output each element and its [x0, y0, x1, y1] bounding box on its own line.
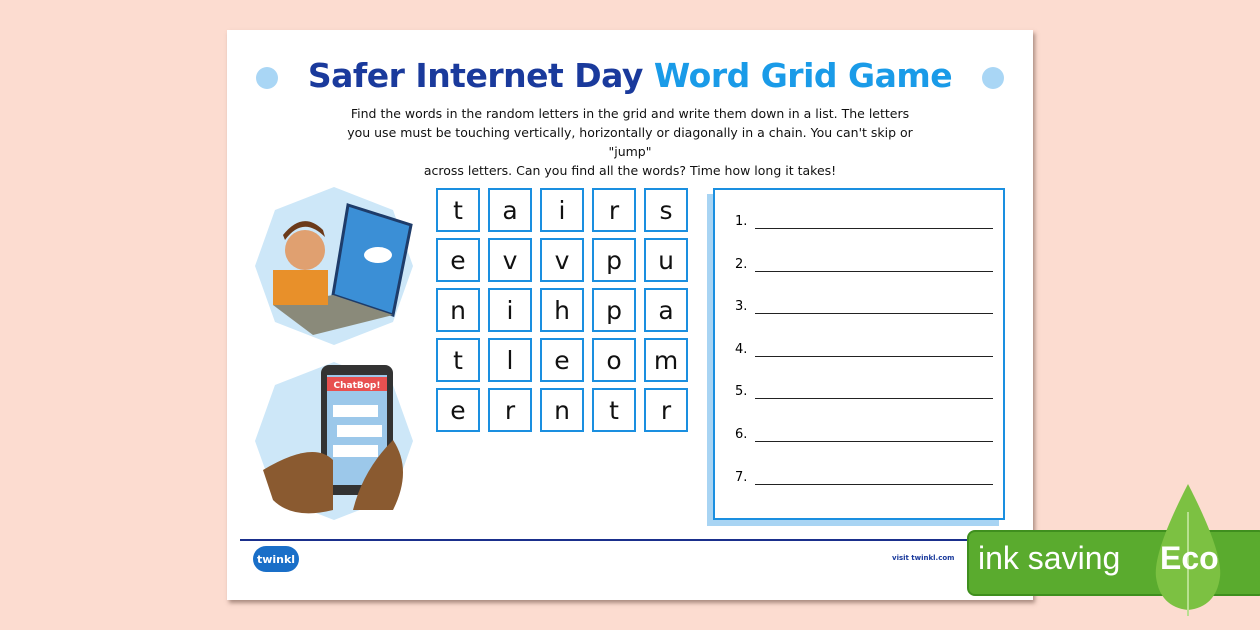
answer-blank[interactable]	[755, 346, 993, 357]
grid-cell: t	[592, 388, 636, 432]
chat-app-label: ChatBop!	[333, 381, 381, 391]
grid-cell: e	[436, 388, 480, 432]
grid-cell: t	[436, 338, 480, 382]
answer-number: 6.	[735, 427, 748, 442]
answer-blank[interactable]	[755, 474, 993, 485]
answer-number: 2.	[735, 256, 748, 272]
grid-cell: p	[592, 288, 636, 332]
answer-blank[interactable]	[755, 388, 993, 399]
grid-cell: r	[644, 388, 688, 432]
title-part2: Word Grid Game	[653, 56, 953, 95]
grid-cell: a	[488, 188, 532, 232]
instructions	[340, 104, 920, 180]
answer-blank[interactable]	[755, 431, 993, 442]
instruction-line: Find the words in the random letters in the grid and write them down in a list. The letters	[350, 106, 910, 121]
answer-line[interactable]	[735, 299, 993, 314]
title-part1: Safer Internet Day	[307, 56, 643, 95]
answer-line[interactable]	[735, 384, 993, 399]
eco-label: Eco	[1160, 540, 1219, 576]
page-title	[0, 56, 1260, 95]
grid-cell: i	[540, 188, 584, 232]
grid-cell: r	[592, 188, 636, 232]
grid-cell: p	[592, 238, 636, 282]
grid-cell: l	[488, 338, 532, 382]
grid-cell: e	[540, 338, 584, 382]
instruction-line: you use must be touching vertically, horizontally or diagonally in a chain. You can't skip or "jump"	[347, 125, 913, 159]
footer-rule	[240, 539, 1020, 541]
grid-cell: a	[644, 288, 688, 332]
answer-line[interactable]	[735, 342, 993, 357]
answer-line[interactable]	[735, 470, 993, 485]
grid-cell: h	[540, 288, 584, 332]
answer-line[interactable]	[735, 427, 993, 442]
answer-line[interactable]	[735, 257, 993, 272]
grid-cell: t	[436, 188, 480, 232]
answer-line[interactable]	[735, 214, 993, 229]
answer-number: 4.	[735, 341, 748, 357]
grid-cell: n	[436, 288, 480, 332]
grid-cell: v	[540, 238, 584, 282]
answer-blank[interactable]	[755, 218, 993, 229]
answer-number: 5.	[735, 384, 748, 400]
grid-cell: v	[488, 238, 532, 282]
grid-cell: r	[488, 388, 532, 432]
ink-saving-label: ink saving	[978, 540, 1121, 576]
grid-cell: m	[644, 338, 688, 382]
answer-box	[713, 188, 1005, 520]
answer-number: 3.	[735, 299, 748, 315]
phone-chat-illustration	[253, 360, 415, 522]
visit-link[interactable]: visit twinkl.com	[892, 554, 955, 562]
boy-laptop-illustration	[253, 185, 415, 347]
answer-blank[interactable]	[755, 303, 993, 314]
instruction-line: across letters. Can you find all the words? Time how long it takes!	[423, 163, 837, 178]
grid-cell: e	[436, 238, 480, 282]
grid-cell: o	[592, 338, 636, 382]
grid-cell: u	[644, 238, 688, 282]
grid-cell: i	[488, 288, 532, 332]
twinkl-logo[interactable]: twinkl	[253, 546, 299, 572]
grid-cell: n	[540, 388, 584, 432]
answer-blank[interactable]	[755, 261, 993, 272]
answer-number: 1.	[735, 214, 748, 229]
answer-number: 7.	[735, 469, 748, 485]
grid-cell: s	[644, 188, 688, 232]
